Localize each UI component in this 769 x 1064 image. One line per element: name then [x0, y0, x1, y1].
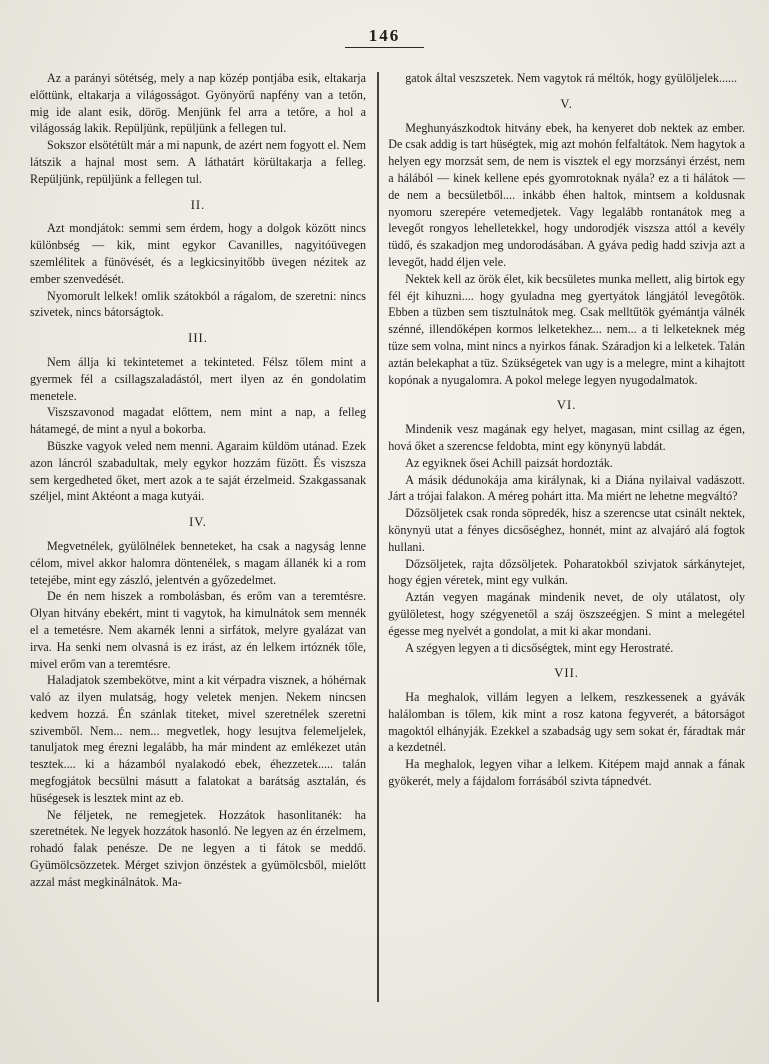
right-column	[388, 70, 745, 1002]
section-heading: VII.	[554, 666, 579, 681]
column-divider-rule	[377, 72, 379, 1002]
paragraph: Viszszavonod magadat előttem, nem mint a nap, a felleg hátamegé, de mint a nyul a bokorba.	[30, 405, 366, 437]
section-heading: V.	[560, 96, 573, 111]
section-heading: II.	[190, 197, 206, 212]
paragraph: A szégyen legyen a ti dicsőségtek, mint egy Herostraté.	[405, 640, 674, 655]
paragraph: Meghunyászkodtok hitvány ebek, ha kenyeret dob nektek az ember. De csak addig is tart hüségtek, mig azt mohón felfaltátok. Nem hagytok a helyen egy morzsát sem, de nem is visztek el egy morzsányi érzést, nem a hálából — kinek kellene epés gyomrotoknak nyála? ez a ti hálátok — de nem a becsületből.... inkább éhen haltok, mintsem a koldusnak nyomoru szerepére vetemedjetek. Vagy legalább rontanátok meg a levegőt rongyos lehelletekkel, hogy undorodjék viszsza attól a kevély tüdő, és szakadjon meg undorodásában. A gyáva pedig hadd szivja azt a levegőt, hadd éljen vele.	[388, 120, 745, 269]
page-header	[0, 0, 769, 60]
section-heading: IV.	[189, 515, 207, 530]
paragraph: Sokszor elsötétült már a mi napunk, de azért nem fogyott el. Nem látszik a hajnal most sem. A láthatárt körültakarja a felleg. Repüljünk, repüljünk a fellegen tul.	[30, 138, 366, 186]
paragraph: Nektek kell az örök élet, kik becsületes munka mellett, alig birtok egy fél éjt kihuzni.... hogy gyuladna meg gyertyátok lángjától levegőtök. Ebben a tüzben sem tisztulnátok meg. Csak melltűtök gyémántja válnék szénné, illendőképen kormos lelketekhez... nem... a ti lelketeknek még tüze sem volna, mint nincs a nyirkos fának. Száradjon ki a lelketek. Talán aztán belekaphat a tüz. Szükségetek van ugy is a melegre, mint a kihajtott kopónak a nyugalomra. A pokol melege legyen nyugodalmatok.	[388, 271, 745, 387]
paragraph: Azt mondjátok: semmi sem érdem, hogy a dolgok között nincs különbség — kik, mint egykor Cavanilles, nagyitóüvegen szemlélitek a fünövését, és a legkicsinyitőbb üvegen nézitek az ember szenvedését.	[30, 221, 366, 286]
paragraph: Ne féljetek, ne remegjetek. Hozzátok hasonlitanék: ha szeretnétek. Ne legyek hozzátok hasonló. Ne legyen az én érzelmem, rohadó falak penésze. De ne legyen a ti fátok se meddő. Gyümölcsözzetek. Mérget szivjon önzéstek a gyümölcsből, mielőtt azzal mást megkinálnátok. Ma-	[30, 807, 366, 889]
paragraph: Aztán vegyen magának mindenik nevet, de oly utálatost, oly gyülöletest, hogy szégyenetől a száj öszszeégjen. S mint a melegétel égesse meg nyelvét a gondolat, a mit ki akar mondani.	[388, 590, 745, 638]
paragraph: Az egyiknek ősei Achill paizsát hordozták.	[405, 455, 613, 470]
paragraph: De én nem hiszek a rombolásban, és erőm van a teremtésre. Olyan hitvány ebekért, mint ti vagytok, ha kimulnátok sem mennék el a temetésre. Nem akarnék lenni a sirfátok, melyre gyalázat van irva. Ha senki nem olvasná is ez irást, az én lelkem irtóznék tőle, mivel erőm van a teremtésre.	[30, 589, 366, 671]
two-column-text-body	[0, 60, 769, 1002]
paragraph: Az a parányi sötétség, mely a nap közép pontjába esik, eltakarja előttünk, eltakarja a világosságot. Gyönyörű napfény van a tetőn, mig ide alant esik, dörög. Menjünk fel arra a tetőre, a hol a világosság lakik. Repüljünk, repüljünk a fellegen tul.	[30, 71, 366, 136]
paragraph: Dőzsöljetek csak ronda söpredék, hisz a szerencse utat csinált nektek, könynyü utat a fényes dicsőséghez, honnét, mint az alvajáró alá fogtok hullani.	[388, 506, 745, 554]
section-heading: VI.	[556, 398, 577, 413]
paragraph: Mindenik vesz magának egy helyet, magasan, mint csillag az égen, hová őket a szerencse feldobta, mint egy könynyü labdát.	[388, 422, 745, 453]
paragraph: Büszke vagyok veled nem menni. Agaraim küldöm utánad. Ezek azon láncról szabadultak, mely egykor hozzám füzött. És viszsza sem kergedheted őket, mert azok a te saját érzelmeid. Szakgassanak széljel, mint Aktéont a maga kutyái.	[30, 438, 366, 504]
paragraph: Ha meghalok, villám legyen a lelkem, reszkessenek a gyávák halálomban is tőlem, kik mint a rosz katona fegyverét, a bátorságot magoktól elhányják. Ezekkel a szabadság ugy sem sokat ér, fáradtak már a kezdetnél.	[388, 690, 745, 755]
page-number: 146	[345, 26, 425, 48]
paragraph: Nyomorult lelkek! omlik szátokból a rágalom, de szeretni: nincs szivetek, nincs bátorságtok.	[30, 288, 366, 320]
paragraph: Nem állja ki tekintetemet a tekinteted. Félsz tőlem mint a gyermek fél a csillagszaladástól, mert ilyen az én gondolatim menetele.	[30, 354, 366, 403]
left-column	[30, 70, 366, 1002]
paragraph: Dőzsöljetek, rajta dőzsöljetek. Poharatokból szivjatok sárkánytejet, hogy égjen véretek, mint egy vulkán.	[388, 556, 745, 588]
paragraph: A másik dédunokája ama királynak, ki a Diána nyilaival vadászott. Járt a trójai falakon. A méreg pohárt itta. Ma miért ne lehetne megváltó?	[388, 472, 745, 504]
section-heading: III.	[188, 331, 208, 346]
paragraph: Haladjatok szembekötve, mint a kit vérpadra visznek, a hóhérnak való az ilyen mulatság, hogy veletek menjen. Nekem nincsen kedvem hozzá. Én szánlak titeket, mivel szeretnélek szeretni szivemből. Nem... nem... megvetlek, hogy lesujtva felemeljelek, tanuljatok meg érezni legalább, ha már mindent az emlékezet után tesztek.... ki a házamból nyalakodó ebek, éhezzetek..... talán megfogjátok becsülni másutt a falatokat a barátság asztalán, és hüségesek is lesztek mint az eb.	[30, 673, 366, 805]
paragraph: gatok által veszszetek. Nem vagytok rá méltók, hogy gyülöljelek......	[405, 71, 738, 85]
paragraph: Megvetnélek, gyülölnélek benneteket, ha csak a nagyság lenne célom, mivel akkor halomra döntenélek, s magam állanék ki a rom tetejébe, mint egy zászló, jelentvén a győzedelmet.	[30, 538, 366, 587]
paragraph: Ha meghalok, legyen vihar a lelkem. Kitépem majd annak a fának gyökerét, mely a fájdalom forrásából szivta tápnedvét.	[388, 757, 745, 789]
